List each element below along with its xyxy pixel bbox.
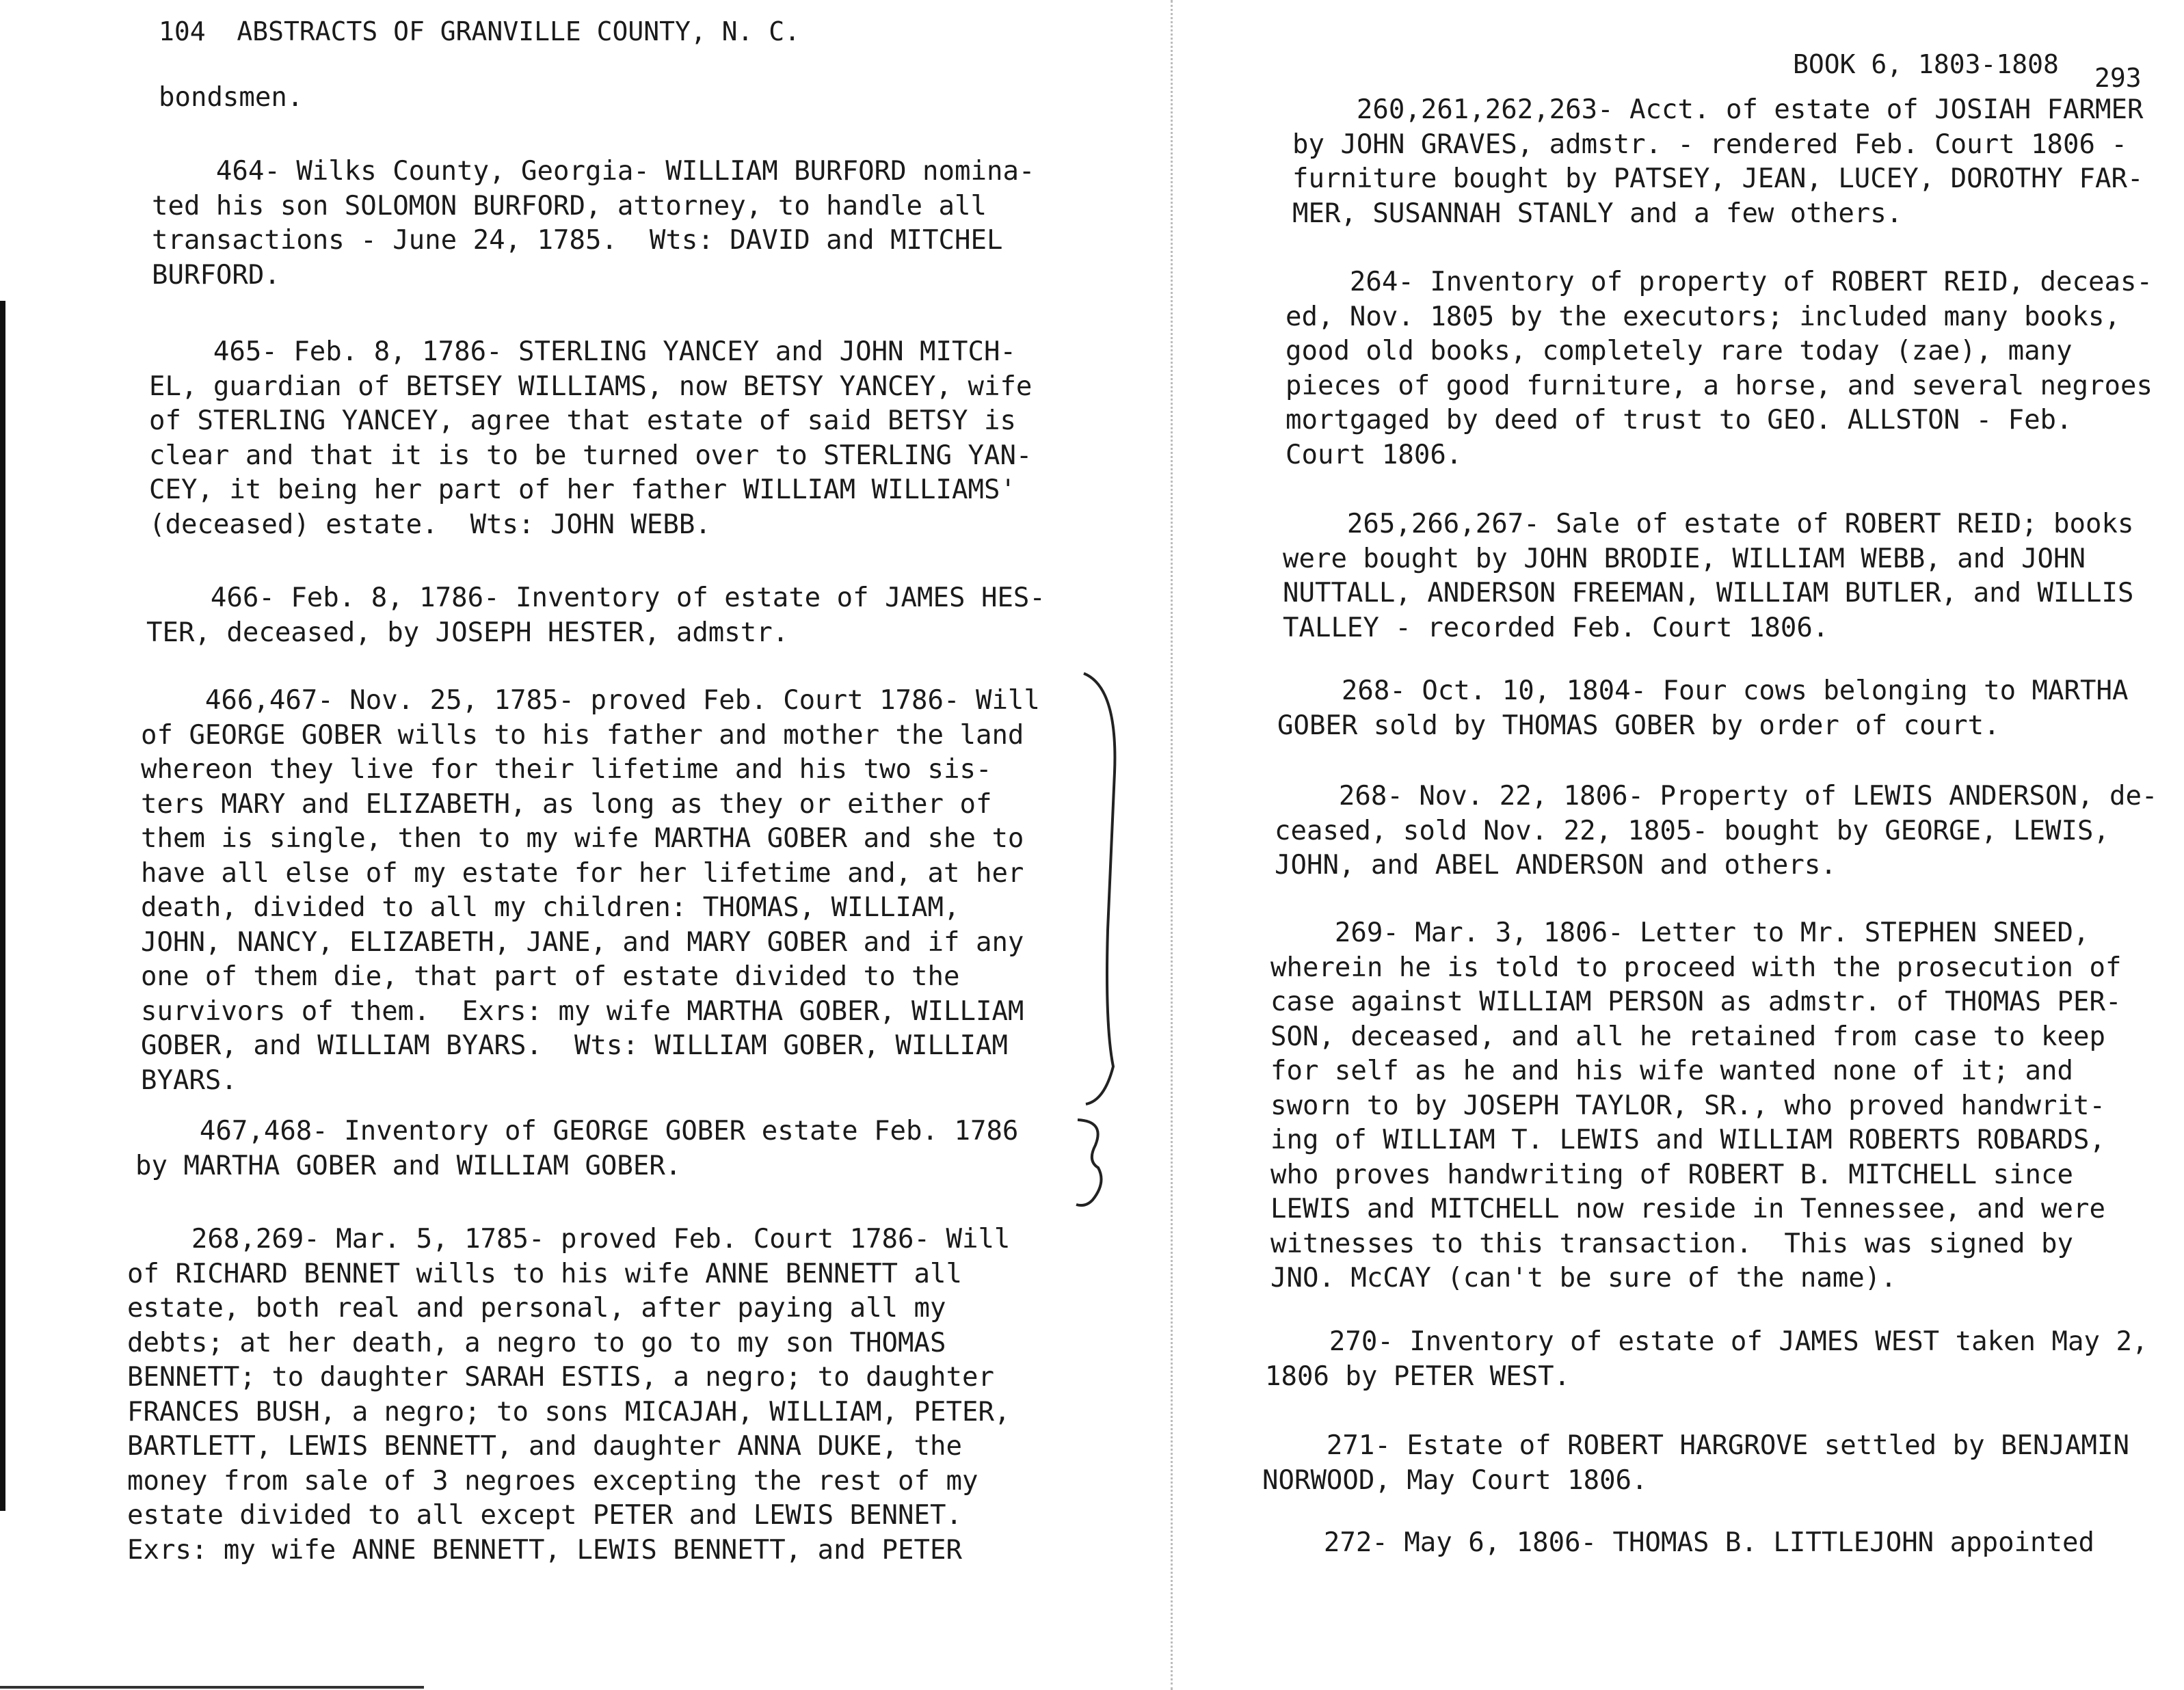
entry-268-269: 268,269- Mar. 5, 1785- proved Feb. Court 1786- Will of RICHARD BENNET wills to his wife ANNE BENNETT all estate, both real and personal, after paying all my debts; at her death, a negro to go to my son THOMAS BENNETT; to daughter SARAH ESTIS, a negro; to daughter FRANCES BUSH, a negro; to sons MICAJAH, WILLIAM, PETER, BARTLETT, LEWIS BENNETT, and daughter ANNA DUKE, the money from sale of 3 negroes excepting the rest of my estate divided to all except PETER and LEWIS BENNET. Exrs: my wife ANNE BENNETT, LEWIS BENNETT, and PETER <box>127 1224 1011 1566</box>
entry-260-263: 260,261,262,263- Acct. of estate of JOSIAH FARMER by JOHN GRAVES, admstr. - rendered Feb. Court 1806 - furniture bought by PATSEY, JEAN, LUCEY, DOROTHY FAR- MER, SUSANNAH STANLY and a few others. <box>1292 94 2144 229</box>
right-page <box>1162 0 2184 1690</box>
left-edge-rule <box>0 301 5 1511</box>
entry-bondsmen: bondsmen. <box>159 82 304 113</box>
small-brace-mark <box>1072 1114 1113 1210</box>
entry-268-nov: 268- Nov. 22, 1806- Property of LEWIS ANDERSON, de- ceased, sold Nov. 22, 1805- bought by GEORGE, LEWIS, JOHN, and ABEL ANDERSON and others. <box>1275 781 2158 881</box>
entry-464: 464- Wilks County, Georgia- WILLIAM BURFORD nomina- ted his son SOLOMON BURFORD, attorney, to handle all transactions - June 24, 1785. Wts: DAVID and MITCHEL BURFORD. <box>152 156 1035 291</box>
entry-466-467: 466,467- Nov. 25, 1785- proved Feb. Court 1786- Will of GEORGE GOBER wills to his father and mother the land whereon they live for their lifetime and his two sis- ters MARY and ELIZABETH, as long as they or either of them is single, then to my wife MARTHA GOBER and she to have all else of my estate for her lifetime and, at her death, divided to all my children: THOMAS, WILLIAM, JOHN, NANCY, ELIZABETH, JANE, and MARY GOBER and if any one of them die, that part of estate divided to the survivors of them. Exrs: my wife MARTHA GOBER, WILLIAM GOBER, and WILLIAM BYARS. Wts: WILLIAM GOBER, WILLIAM BYARS. <box>141 685 1040 1096</box>
entry-270: 270- Inventory of estate of JAMES WEST taken May 2, 1806 by PETER WEST. <box>1265 1326 2148 1392</box>
right-page-header: BOOK 6, 1803-1808 <box>1793 49 2059 79</box>
left-page-header: 104 ABSTRACTS OF GRANVILLE COUNTY, N. C. <box>159 16 800 46</box>
entry-272: 272- May 6, 1806- THOMAS B. LITTLEJOHN appointed <box>1260 1527 2094 1558</box>
entry-466: 466- Feb. 8, 1786- Inventory of estate of JAMES HES- TER, deceased, by JOSEPH HESTER, admstr. <box>146 582 1046 648</box>
bottom-rule <box>0 1686 424 1689</box>
page-number: 293 <box>2094 63 2142 93</box>
bracket-mark <box>1080 670 1135 1108</box>
entry-268-oct: 268- Oct. 10, 1804- Four cows belonging to MARTHA GOBER sold by THOMAS GOBER by order of court. <box>1277 675 2129 741</box>
entry-264: 264- Inventory of property of ROBERT REID, deceas- ed, Nov. 1805 by the executors; included many books, good old books, completely rare today (zae), many pieces of good furniture, a horse, and several negroes mortgaged by deed of trust to GEO. ALLSTON - Feb. Court 1806. <box>1286 267 2153 470</box>
entry-465: 465- Feb. 8, 1786- STERLING YANCEY and JOHN MITCH- EL, guardian of BETSEY WILLIAMS, now BETSY YANCEY, wife of STERLING YANCEY, agree that estate of said BETSY is clear and that it is to be turned over to STERLING YAN- CEY, it being her part of her father WILLIAM WILLIAMS' (deceased) estate. Wts: JOHN WEBB. <box>149 336 1033 540</box>
entry-269: 269- Mar. 3, 1806- Letter to Mr. STEPHEN SNEED, wherein he is told to proceed with the prosecution of case against WILLIAM PERSON as admstr. of THOMAS PER- SON, deceased, and all he retained from case to keep for self as he and his wife wanted none of it; and sworn to by JOSEPH TAYLOR, SR., who proved handwrit- ing of WILLIAM T. LEWIS and WILLIAM ROBERTS ROBARDS, who proves handwriting of ROBERT B. MITCHELL since LEWIS and MITCHELL now reside in Tennessee, and were witnesses to this transaction. This was signed by JNO. McCAY (can't be sure of the name). <box>1270 917 2122 1293</box>
entry-265-267: 265,266,267- Sale of estate of ROBERT REID; books were bought by JOHN BRODIE, WILLIAM WEBB, and JOHN NUTTALL, ANDERSON FREEMAN, WILLIAM BUTLER, and WILLIS TALLEY - recorded Feb. Court 1806. <box>1283 509 2134 643</box>
entry-271: 271- Estate of ROBERT HARGROVE settled by BENJAMIN NORWOOD, May Court 1806. <box>1262 1430 2129 1496</box>
entry-467-468: 467,468- Inventory of GEORGE GOBER estate Feb. 1786 by MARTHA GOBER and WILLIAM GOBER. <box>135 1116 1019 1181</box>
